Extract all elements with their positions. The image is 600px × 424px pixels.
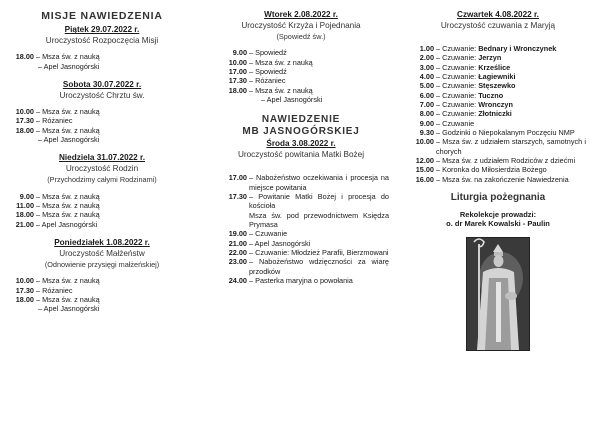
schedule-item xyxy=(14,286,190,295)
event-time: 21.00 xyxy=(15,219,34,229)
event-time: 17.30 xyxy=(15,116,34,126)
event-time: 10.00 xyxy=(15,107,34,117)
schedule-item xyxy=(410,63,586,72)
event-desc: – Spowiedź xyxy=(249,66,287,76)
schedule-item: – Apel Jasnogórski xyxy=(38,304,100,314)
event-time: 18.00 xyxy=(15,210,34,220)
day-sunday xyxy=(14,153,190,229)
event-time: 16.00 xyxy=(415,174,434,184)
event-time: 11.00 xyxy=(16,201,34,211)
event-desc: – Msza św. z nauką xyxy=(36,107,100,117)
column-left xyxy=(14,10,190,314)
event-desc: – Apel Jasnogórski xyxy=(36,219,98,229)
visitation-heading-line2: MB JASNOGÓRSKIEJ xyxy=(242,125,360,137)
event-desc: – Czuwanie: xyxy=(436,53,477,63)
feast-name: Uroczystość Rozpoczęcia Misji xyxy=(45,35,159,45)
event-desc: – Msza św. z nauką xyxy=(36,201,100,211)
day-friday xyxy=(14,25,190,71)
event-desc: – Msza św. z nauką xyxy=(36,52,100,62)
liturgy-title: Liturgia pożegnania xyxy=(450,191,546,203)
schedule-item xyxy=(14,126,190,135)
event-time: 21.00 xyxy=(228,238,247,248)
event-time: 9.00 xyxy=(419,118,434,128)
schedule-item xyxy=(410,100,586,109)
event-time: 12.00 xyxy=(415,155,434,165)
schedule-item xyxy=(213,248,389,257)
day-date: Sobota 30.07.2022 r. xyxy=(62,80,142,90)
event-desc: – Nabożeństwo oczekiwania i procesja na miejsce powitania xyxy=(249,173,389,192)
schedule-item xyxy=(410,128,586,137)
event-desc: – Apel Jasnogórski xyxy=(249,238,311,248)
event-desc: – Msza św. z nauką xyxy=(36,125,100,135)
column-right xyxy=(410,10,586,351)
feast-note: (Odnowienie przysięgi małżeńskiej) xyxy=(44,260,160,270)
visitation-heading-line1: NAWIEDZENIE xyxy=(261,114,341,126)
event-desc: – Czuwanie xyxy=(436,118,475,128)
event-desc: Msza św. pod przewodnictwem Księdza Prymasa xyxy=(249,210,389,229)
event-desc: – Msza św. z nauką xyxy=(36,276,100,286)
schedule-item: – Apel Jasnogórski xyxy=(38,135,100,145)
day-saturday xyxy=(14,80,190,144)
event-time: 5.00 xyxy=(419,81,434,91)
event-time xyxy=(213,211,249,230)
schedule-item xyxy=(410,156,586,165)
event-time: 3.00 xyxy=(419,62,434,72)
schedule-item xyxy=(213,239,389,248)
day-date: Piątek 29.07.2022 r. xyxy=(64,25,140,35)
schedule-item xyxy=(410,72,586,81)
retreat-label: Rekolekcje prowadzi: xyxy=(459,209,537,219)
event-desc: – Różaniec xyxy=(36,116,73,126)
schedule-item xyxy=(14,295,190,304)
event-time: 1.00 xyxy=(419,44,434,53)
schedule-item xyxy=(410,44,586,53)
event-desc: – Msza św. z nauką xyxy=(36,295,100,305)
schedule-item xyxy=(14,107,190,116)
schedule-item: – Apel Jasnogórski xyxy=(38,61,100,71)
event-desc: – Powitanie Matki Bożej i procesja do kościoła xyxy=(249,191,389,211)
schedule-item xyxy=(213,229,389,238)
feast-note: (Spowiedź św.) xyxy=(276,32,326,41)
schedule-item xyxy=(410,137,586,156)
event-village: Krześlice xyxy=(478,62,511,72)
day-monday xyxy=(14,238,190,314)
event-desc: – Czuwanie xyxy=(249,229,288,239)
column-middle xyxy=(213,10,389,285)
feast-name: Uroczystość powitania Matki Bożej xyxy=(237,149,365,159)
event-desc: – Różaniec xyxy=(249,76,286,86)
schedule-item xyxy=(410,119,586,128)
schedule-item xyxy=(14,192,190,201)
event-time: 19.00 xyxy=(228,229,247,239)
event-time: 17.30 xyxy=(228,76,247,86)
bishop-figure-icon xyxy=(467,238,529,350)
event-time: 8.00 xyxy=(419,109,434,119)
event-time: 9.00 xyxy=(232,48,247,58)
event-desc: – Czuwanie: xyxy=(436,99,477,109)
event-village: Tuczno xyxy=(478,90,504,100)
event-time: 7.00 xyxy=(419,99,434,109)
event-desc: – Koronka do Miłosierdzia Bożego xyxy=(436,165,547,175)
schedule-item xyxy=(213,76,389,85)
event-time: 18.00 xyxy=(228,85,247,95)
event-time: 2.00 xyxy=(419,53,434,63)
schedule-item xyxy=(410,109,586,118)
event-time: 9.00 xyxy=(19,191,34,201)
feast-note: (Przychodzimy całymi Rodzinami) xyxy=(47,175,157,185)
event-time: 18.00 xyxy=(15,52,34,62)
event-time: 22.00 xyxy=(228,247,247,257)
event-time: 10.00 xyxy=(15,276,34,286)
saint-bishop-image xyxy=(466,237,530,351)
schedule-item: – Apel Jasnogórski xyxy=(261,94,323,104)
event-desc: – Czuwanie: Młodzież Parafii, Bierzmowani xyxy=(249,247,389,257)
feast-name: Uroczystość Małżeństw xyxy=(59,248,145,258)
schedule-item xyxy=(14,210,190,219)
day-tuesday xyxy=(213,10,389,104)
event-desc: – Msza św. z nauką xyxy=(36,191,100,201)
schedule-item xyxy=(410,175,586,184)
event-time: 18.00 xyxy=(15,295,34,305)
event-village: Wronczyn xyxy=(478,99,513,109)
event-desc: – Godzinki o Niepokalanym Poczęciu NMP xyxy=(436,127,575,137)
event-desc: – Czuwanie: xyxy=(436,62,477,72)
thursday-schedule xyxy=(410,44,586,184)
event-village: Złotniczki xyxy=(478,109,512,119)
schedule-item xyxy=(213,86,389,95)
schedule-item xyxy=(213,211,389,230)
event-desc: – Msza św. na zakończenie Nawiedzenia xyxy=(436,174,569,184)
schedule-item xyxy=(410,91,586,100)
schedule-item xyxy=(14,201,190,210)
event-desc: – Msza św. z udziałem Rodziców z dziećmi xyxy=(436,155,576,165)
event-desc: – Spowiedź xyxy=(249,48,287,58)
day-date: Wtorek 2.08.2022 r. xyxy=(264,10,338,19)
event-time: 10.00 xyxy=(415,137,434,147)
event-time: 10.00 xyxy=(228,57,247,67)
event-time: 15.00 xyxy=(415,165,434,175)
event-desc: – Czuwanie: xyxy=(436,90,477,100)
event-desc: – Nabożeństwo wdzięczności za wiarę przodków xyxy=(249,257,389,276)
schedule-item xyxy=(410,165,586,174)
event-desc: – Czuwanie: xyxy=(436,109,477,119)
event-time: 18.00 xyxy=(15,125,34,135)
day-date: Niedziela 31.07.2022 r. xyxy=(58,153,146,163)
event-time: 4.00 xyxy=(419,71,434,81)
day-date: Poniedziałek 1.08.2022 r. xyxy=(54,238,150,248)
event-desc: – Msza św. z nauką xyxy=(249,85,313,95)
event-time: 9.30 xyxy=(419,127,434,137)
schedule-item xyxy=(213,276,389,285)
schedule-item xyxy=(410,81,586,90)
missions-title: MISJE NAWIEDZENIA xyxy=(41,10,163,22)
event-desc: – Czuwanie: xyxy=(436,81,477,91)
event-village: Bednary i Wronczynek xyxy=(478,44,557,53)
day-date: Środa 3.08.2022 r. xyxy=(266,139,336,149)
schedule-item xyxy=(213,58,389,67)
event-time: 17.00 xyxy=(228,173,247,183)
event-village: Stęszewko xyxy=(478,81,516,91)
schedule-item xyxy=(213,48,389,57)
schedule-item xyxy=(14,220,190,229)
schedule-item xyxy=(14,116,190,125)
day-date: Czwartek 4.08.2022 r. xyxy=(457,10,539,19)
feast-name: Uroczystość czuwania z Maryją xyxy=(440,20,556,30)
event-desc: – Msza św. z nauką xyxy=(36,210,100,220)
visitation-heading xyxy=(213,114,389,137)
feast-name: Uroczystość Chrztu św. xyxy=(59,90,145,100)
event-desc: – Msza św. z udziałem starszych, samotnych i chorych xyxy=(436,137,586,156)
event-time: 6.00 xyxy=(419,90,434,100)
event-time: 17.30 xyxy=(228,191,247,201)
schedule-item xyxy=(213,257,389,276)
schedule-item xyxy=(213,192,389,211)
schedule-item xyxy=(410,53,586,62)
event-desc: – Różaniec xyxy=(36,285,73,295)
event-time: 24.00 xyxy=(228,275,247,285)
event-village: Łagiewniki xyxy=(478,71,516,81)
schedule-item xyxy=(213,67,389,76)
event-time: 23.00 xyxy=(228,257,247,267)
event-time: 17.30 xyxy=(15,285,34,295)
event-desc: – Czuwanie: xyxy=(436,44,477,53)
schedule-item xyxy=(14,276,190,285)
feast-name: Uroczystość Krzyża i Pojednania xyxy=(241,20,361,30)
event-village: Jerzyn xyxy=(478,53,502,63)
schedule-item xyxy=(213,173,389,192)
event-time: 17.00 xyxy=(228,66,247,76)
day-wednesday xyxy=(213,139,389,285)
event-desc: – Pasterka maryjna o powołania xyxy=(249,275,353,285)
schedule-item xyxy=(14,52,190,61)
event-desc: – Msza św. z nauką xyxy=(249,57,313,67)
event-desc: – Czuwanie: xyxy=(436,71,477,81)
feast-name: Uroczystość Rodzin xyxy=(65,163,139,173)
retreat-leader: o. dr Marek Kowalski - Paulin xyxy=(446,219,550,229)
